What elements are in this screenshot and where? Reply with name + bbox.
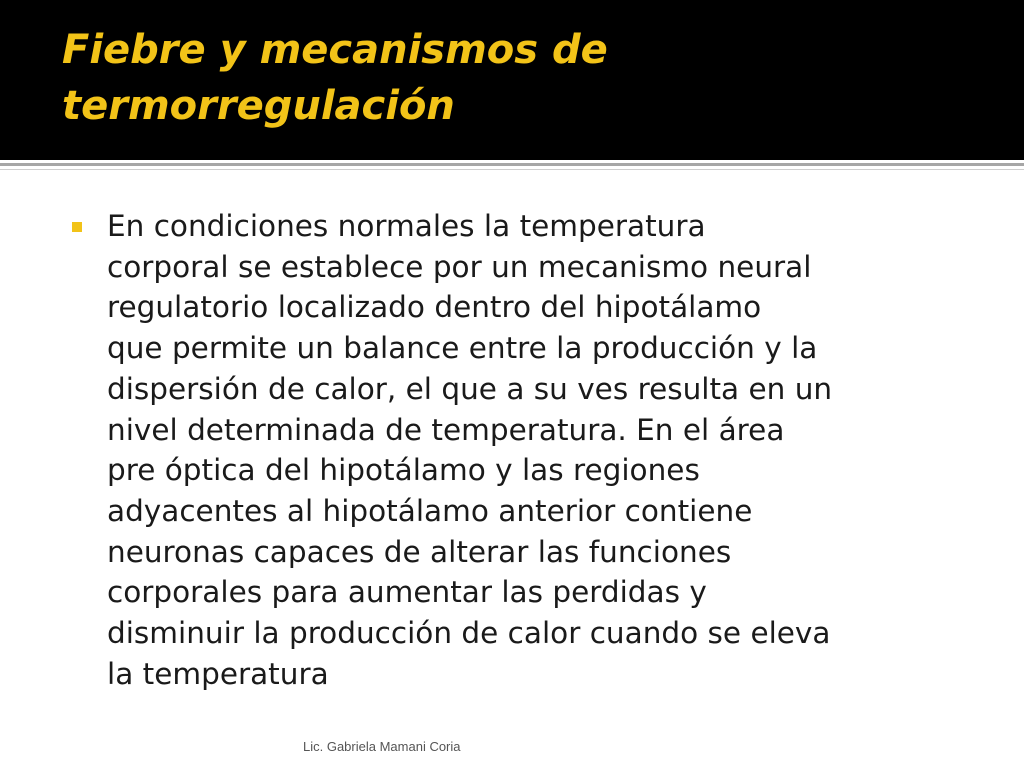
slide-content: [72, 206, 972, 694]
slide-title: Fiebre y mecanismos de termorregulación: [62, 27, 608, 129]
bullet-text: En condiciones normales la temperatura corporal se establece por un mecanismo neural regulatorio localizado dentro del hipotálamo que permite un balance entre la producción y la dispersión de calor, el que a su ves resulta en un nivel determinada de temperatura. En el área pre óptica del hipotálamo y las regiones adyacentes al hipotálamo anterior contiene neuronas capaces de alterar las funciones corporales para aumentar las perdidas y disminuir la producción de calor cuando se eleva la temperatura: [107, 209, 833, 691]
bullet-item: [72, 206, 972, 694]
title-band: [0, 0, 1024, 160]
footer-author: Lic. Gabriela Mamani Coria: [303, 739, 461, 754]
square-bullet-icon: [72, 222, 82, 232]
divider-line-thin: [0, 169, 1024, 170]
divider-line: [0, 163, 1024, 166]
